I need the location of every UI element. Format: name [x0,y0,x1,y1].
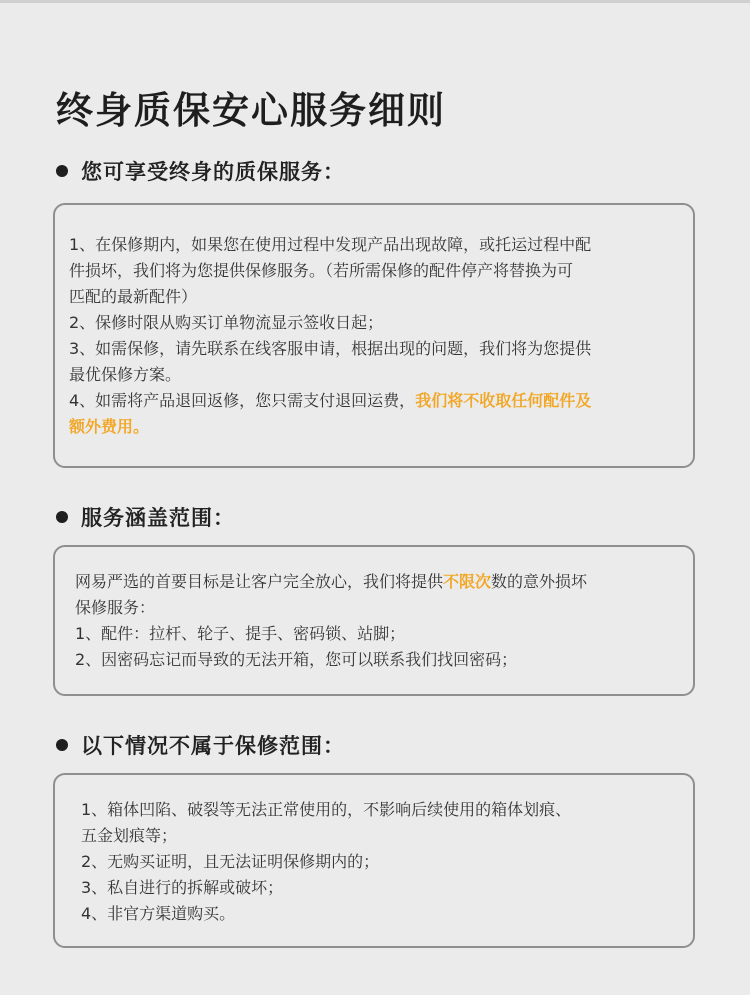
text-line: 1、配件：拉杆、轮子、提手、密码锁、站脚； [75,624,406,643]
section-heading-exclusions [56,730,345,760]
text-line: 1、箱体凹陷、破裂等无法正常使用的，不影响后续使用的箱体划痕、 [81,800,572,819]
text-plain: 4、如需将产品退回返修，您只需支付退回运费， [69,391,416,410]
highlight-text: 我们将不收取任何配件及 [415,391,592,410]
section-heading-lifetime-warranty [56,156,345,186]
text-line [75,569,673,595]
highlight-text: 不限次 [443,572,492,591]
text-line [69,414,679,440]
text-line: 保修服务： [75,598,156,617]
text-line: 1、在保修期内，如果您在使用过程中发现产品出现故障，或托运过程中配 [69,235,592,254]
text-line: 3、如需保修，请先联系在线客服申请，根据出现的问题，我们将为您提供 [69,339,592,358]
section-heading-text: 以下情况不属于保修范围： [81,734,345,758]
text-line: 件损坏，我们将为您提供保修服务。（若所需保修的配件停产将替换为可 [69,261,574,280]
bullet-dot-icon [56,739,68,751]
text-plain: 数的意外损坏 [491,572,588,591]
section-heading-text: 您可享受终身的质保服务： [81,160,345,184]
exclusions-box [53,773,695,948]
text-line: 2、因密码忘记而导致的无法开箱，您可以联系我们找回密码； [75,650,518,669]
warranty-terms-box [53,203,695,468]
text-line: 最优保修方案。 [69,365,182,384]
section-heading-coverage [56,502,235,532]
page-title: 终身质保安心服务细则 [56,89,446,132]
bullet-dot-icon [56,165,68,177]
top-divider [0,0,750,3]
text-line: 五金划痕等； [81,826,178,845]
bullet-dot-icon [56,511,68,523]
highlight-text: 额外费用。 [69,417,150,436]
text-line: 2、保修时限从购买订单物流显示签收日起； [69,313,384,332]
text-line: 2、无购买证明，且无法证明保修期内的； [81,852,380,871]
section-heading-text: 服务涵盖范围： [81,506,235,530]
text-line: 4、非官方渠道购买。 [81,904,236,923]
text-plain: 网易严选的首要目标是让客户完全放心，我们将提供 [75,572,444,591]
coverage-box [53,545,695,696]
text-line [69,388,679,414]
text-line: 3、私自进行的拆解或破坏； [81,878,284,897]
text-line: 匹配的最新配件） [69,287,198,306]
